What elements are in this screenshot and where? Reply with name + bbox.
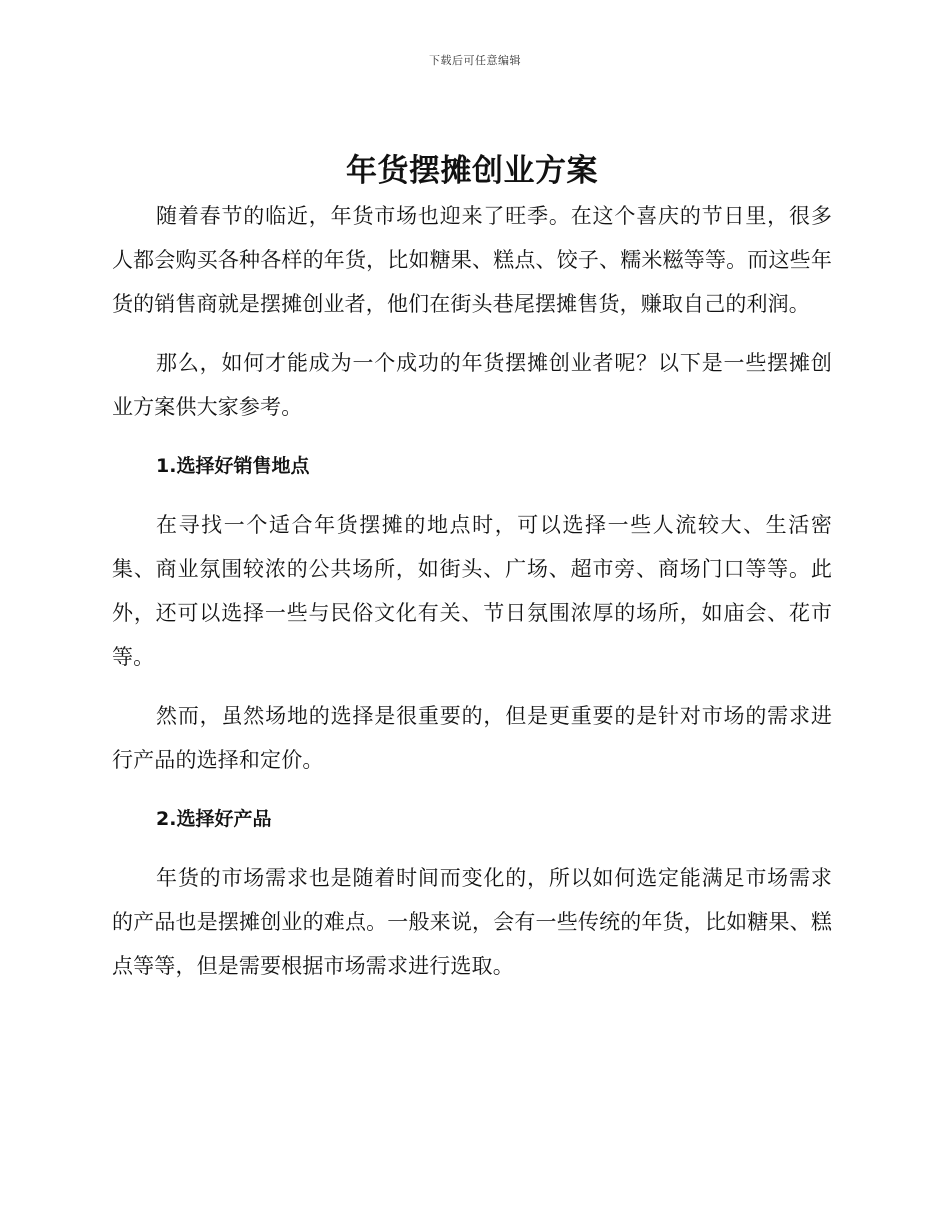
section-paragraph: 然而，虽然场地的选择是很重要的，但是更重要的是针对市场的需求进行产品的选择和定价。: [112, 704, 832, 772]
section-heading: 1.选择好销售地点: [156, 455, 310, 477]
section-products: [112, 797, 832, 988]
document-body: [112, 148, 832, 1003]
section-heading: 2.选择好产品: [156, 808, 272, 830]
section-paragraph: 年货的市场需求也是随着时间而变化的，所以如何选定能满足市场需求的产品也是摆摊创业的难点。一般来说，会有一些传统的年货，比如糖果、糕点等等，但是需要根据市场需求进行选取。: [112, 866, 832, 978]
section-location: [112, 444, 832, 782]
intro-paragraph: 那么，如何才能成为一个成功的年货摆摊创业者呢？以下是一些摆摊创业方案供大家参考。: [112, 351, 832, 419]
page-header-note: 下载后可任意编辑: [429, 54, 521, 67]
intro-paragraph: 随着春节的临近，年货市场也迎来了旺季。在这个喜庆的节日里，很多人都会购买各种各样的年货，比如糖果、糕点、饺子、糯米糍等等。而这些年货的销售商就是摆摊创业者，他们在街头巷尾摆摊售货，赚取自己的利润。: [112, 204, 832, 316]
section-paragraph: 在寻找一个适合年货摆摊的地点时，可以选择一些人流较大、生活密集、商业氛围较浓的公共场所，如街头、广场、超市旁、商场门口等等。此外，还可以选择一些与民俗文化有关、节日氛围浓厚的场所，如庙会、花市等。: [112, 513, 832, 669]
document-title: 年货摆摊创业方案: [346, 153, 598, 189]
